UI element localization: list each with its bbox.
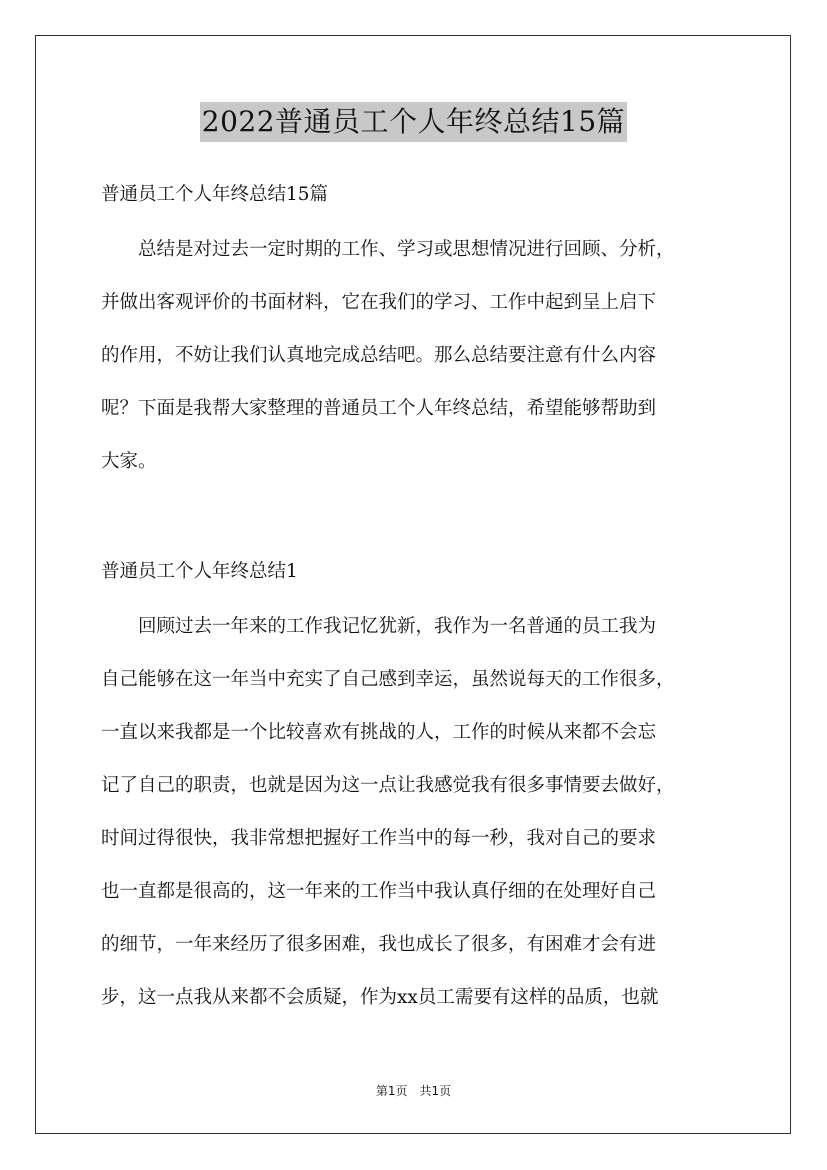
paragraph-line: 的作用，不妨让我们认真地完成总结吧。那么总结要注意有什么内容 bbox=[101, 345, 657, 366]
section-heading: 普通员工个人年终总结15篇 bbox=[101, 184, 329, 205]
document-title: 2022普通员工个人年终总结15篇 bbox=[200, 102, 627, 142]
paragraph-line: 自己能够在这一年当中充实了自己感到幸运，虽然说每天的工作很多， bbox=[101, 669, 675, 690]
paragraph-line: 一直以来我都是一个比较喜欢有挑战的人，工作的时候从来都不会忘 bbox=[101, 722, 657, 743]
paragraph-line: 步，这一点我从来都不会质疑，作为xx员工需要有这样的品质，也就 bbox=[101, 987, 659, 1008]
paragraph-line: 并做出客观评价的书面材料，它在我们的学习、工作中起到呈上启下 bbox=[101, 292, 657, 313]
section-heading: 普通员工个人年终总结1 bbox=[101, 561, 298, 582]
paragraph-line: 时间过得很快，我非常想把握好工作当中的每一秒，我对自己的要求 bbox=[101, 828, 657, 849]
paragraph-line: 大家。 bbox=[101, 451, 157, 472]
paragraph-line: 的细节，一年来经历了很多困难，我也成长了很多，有困难才会有进 bbox=[101, 934, 657, 955]
title-wrap bbox=[0, 102, 827, 142]
paragraph-line: 总结是对过去一定时期的工作、学习或思想情况进行回顾、分析， bbox=[101, 239, 675, 260]
paragraph-line: 呢？下面是我帮大家整理的普通员工个人年终总结，希望能够帮助到 bbox=[101, 398, 657, 419]
page-footer: 第1页 共1页 bbox=[375, 1084, 452, 1098]
paragraph-line: 也一直都是很高的，这一年来的工作当中我认真仔细的在处理好自己 bbox=[101, 881, 657, 902]
paragraph-line: 回顾过去一年来的工作我记忆犹新，我作为一名普通的员工我为 bbox=[101, 616, 657, 637]
paragraph-line: 记了自己的职责，也就是因为这一点让我感觉我有很多事情要去做好， bbox=[101, 775, 675, 796]
